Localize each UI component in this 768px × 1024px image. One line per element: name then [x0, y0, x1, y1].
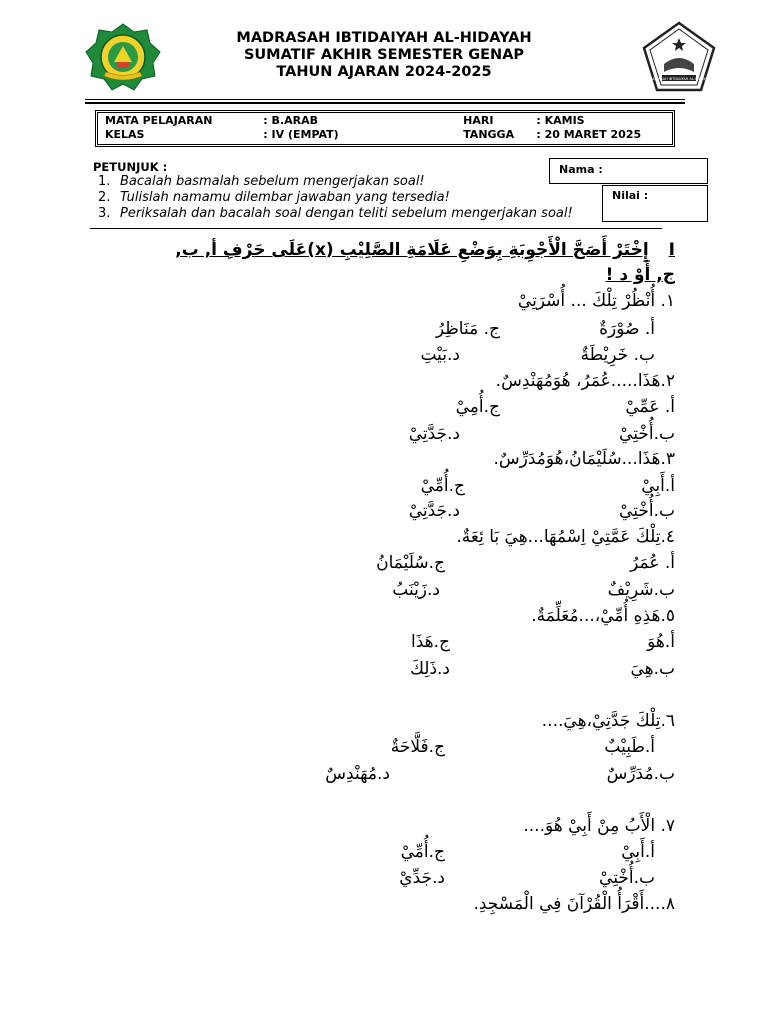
option-b[interactable]: ب.هِيَ — [630, 659, 675, 679]
academic-year: TAHUN AJARAN 2024-2025 — [276, 64, 492, 80]
option-c[interactable]: ج.أُمِّيْ — [400, 842, 445, 862]
info-row — [105, 114, 665, 128]
option-a[interactable]: أ. عَمِّيْ — [625, 397, 675, 417]
option-d[interactable]: د.جَدِّيْ — [399, 868, 445, 888]
option-b[interactable]: ب. خَرِيْطَةٌ — [580, 345, 655, 365]
school-logo-left — [84, 22, 162, 92]
option-c[interactable]: ج.أُمِّيْ — [420, 476, 465, 496]
option-d[interactable]: د.بَيْتِ — [420, 345, 460, 365]
option-a[interactable]: أ. صُوْرَةٌ — [599, 319, 655, 339]
question-3: ٣.هَذَا...سُلَيْمَانُ،هُوَمُدَرِّسٌ. — [493, 449, 675, 469]
section-number: I — [668, 240, 675, 260]
section-instruction-text: إِخْتَرْ أَصَحَّ الْأَجْوِبَةِ بِوَضْعِ عَلَامَةِ الصَّلِيْبِ (x)عَلَى حَرْفِ أ, ب, ج, أَوْ د ! — [175, 240, 675, 285]
day-label: HARI — [463, 114, 494, 127]
option-c[interactable]: ج.أُمِيْ — [455, 397, 500, 417]
subject-value: : B.ARAB — [263, 114, 318, 127]
school-name: MADRASAH IBTIDAIYAH AL-HIDAYAH — [236, 30, 532, 46]
instructions-title: PETUNJUK : — [93, 160, 168, 174]
instruction-item: 2. Tulislah namamu dilembar jawaban yang tersedia! — [98, 190, 450, 205]
madrasah-emblem-right — [640, 20, 718, 94]
question-4: ٤.تِلْكَ عَمَّتِيْ اِسْمُهَا...هِيَ بَا ئِعَةٌ. — [456, 527, 675, 547]
option-c[interactable]: ج.سُلَيْمَانُ — [376, 553, 445, 573]
option-b[interactable]: ب.أُخْتِيْ — [619, 501, 675, 521]
option-b[interactable]: ب.مُدَرِّسٌ — [606, 764, 675, 784]
option-d[interactable]: د.مُهَنْدِسٌ — [325, 764, 390, 784]
option-d[interactable]: د.ذَلِكَ — [409, 659, 450, 679]
option-a[interactable]: أ.هُوَ — [647, 632, 675, 652]
option-b[interactable]: ب.أُخْتِيْ — [619, 424, 675, 444]
emblem-ribbon-text: MADRASAH IBTIDAIYAH AL-HIDAYAH — [647, 77, 711, 81]
question-7: ٧. الْأَبُ مِنْ أَبِيْ هُوَ.... — [523, 816, 675, 836]
class-value: : IV (EMPAT) — [263, 128, 339, 141]
question-6: ٦.تِلْكَ جَدَّتِيْ،هِيَ.... — [541, 711, 675, 731]
option-b[interactable]: ب.شَرِيْفٌ — [607, 580, 675, 600]
option-c[interactable]: ج.هَذَا — [411, 632, 450, 652]
subject-label: MATA PELAJARAN — [105, 114, 213, 127]
date-label: TANGGA — [463, 128, 515, 141]
option-a[interactable]: أ.طَبِيْبٌ — [604, 737, 655, 757]
option-c[interactable]: ج. مَنَاظِرُ — [435, 319, 500, 339]
option-a[interactable]: أ. عُمَرُ — [630, 553, 675, 573]
header-divider-thick — [85, 102, 685, 104]
question-2: ٢.هَذَا.....عُمَرُ، هُوَمُهَنْدِسٌ. — [495, 371, 675, 391]
exam-header — [170, 30, 598, 81]
instructions-list — [98, 174, 573, 222]
exam-info-box — [95, 110, 675, 147]
header-divider — [85, 99, 685, 100]
section-instruction — [165, 238, 675, 288]
option-a[interactable]: أ.أَبِيْ — [621, 842, 655, 862]
option-d[interactable]: د.زَيْنَبُ — [392, 580, 440, 600]
option-a[interactable]: أ.أَبِيْ — [641, 476, 675, 496]
option-d[interactable]: د.جَدَّتِيْ — [408, 501, 460, 521]
exam-title: SUMATIF AKHIR SEMESTER GENAP — [243, 47, 525, 63]
instruction-item: 1. Bacalah basmalah sebelum mengerjakan soal! — [98, 174, 425, 189]
option-b[interactable]: ب.أُخْتِيْ — [599, 868, 655, 888]
option-c[interactable]: ج.فَلَّاحَةٌ — [390, 737, 445, 757]
name-field[interactable]: Nama : — [549, 158, 708, 184]
info-row — [105, 128, 665, 142]
class-label: KELAS — [105, 128, 145, 141]
option-d[interactable]: د.جَدَّتِيْ — [408, 424, 460, 444]
score-field[interactable]: Nilai : — [602, 185, 708, 222]
question-5: ٥.هَذِهِ أُمِّيْ،...مُعَلِّمَةٌ. — [531, 606, 675, 626]
instructions-divider — [90, 228, 662, 229]
question-8: ٨....أَقْرَأُ الْقُرْآنَ فِي الْمَسْجِدِ. — [473, 894, 675, 914]
day-value: : KAMIS — [536, 114, 585, 127]
instruction-item: 3. Periksalah dan bacalah soal dengan teliti sebelum mengerjakan soal! — [98, 206, 573, 221]
date-value: : 20 MARET 2025 — [536, 128, 642, 141]
question-1: ١. أُنْظُرْ تِلْكَ ... أُسْرَتِيْ — [517, 291, 675, 311]
